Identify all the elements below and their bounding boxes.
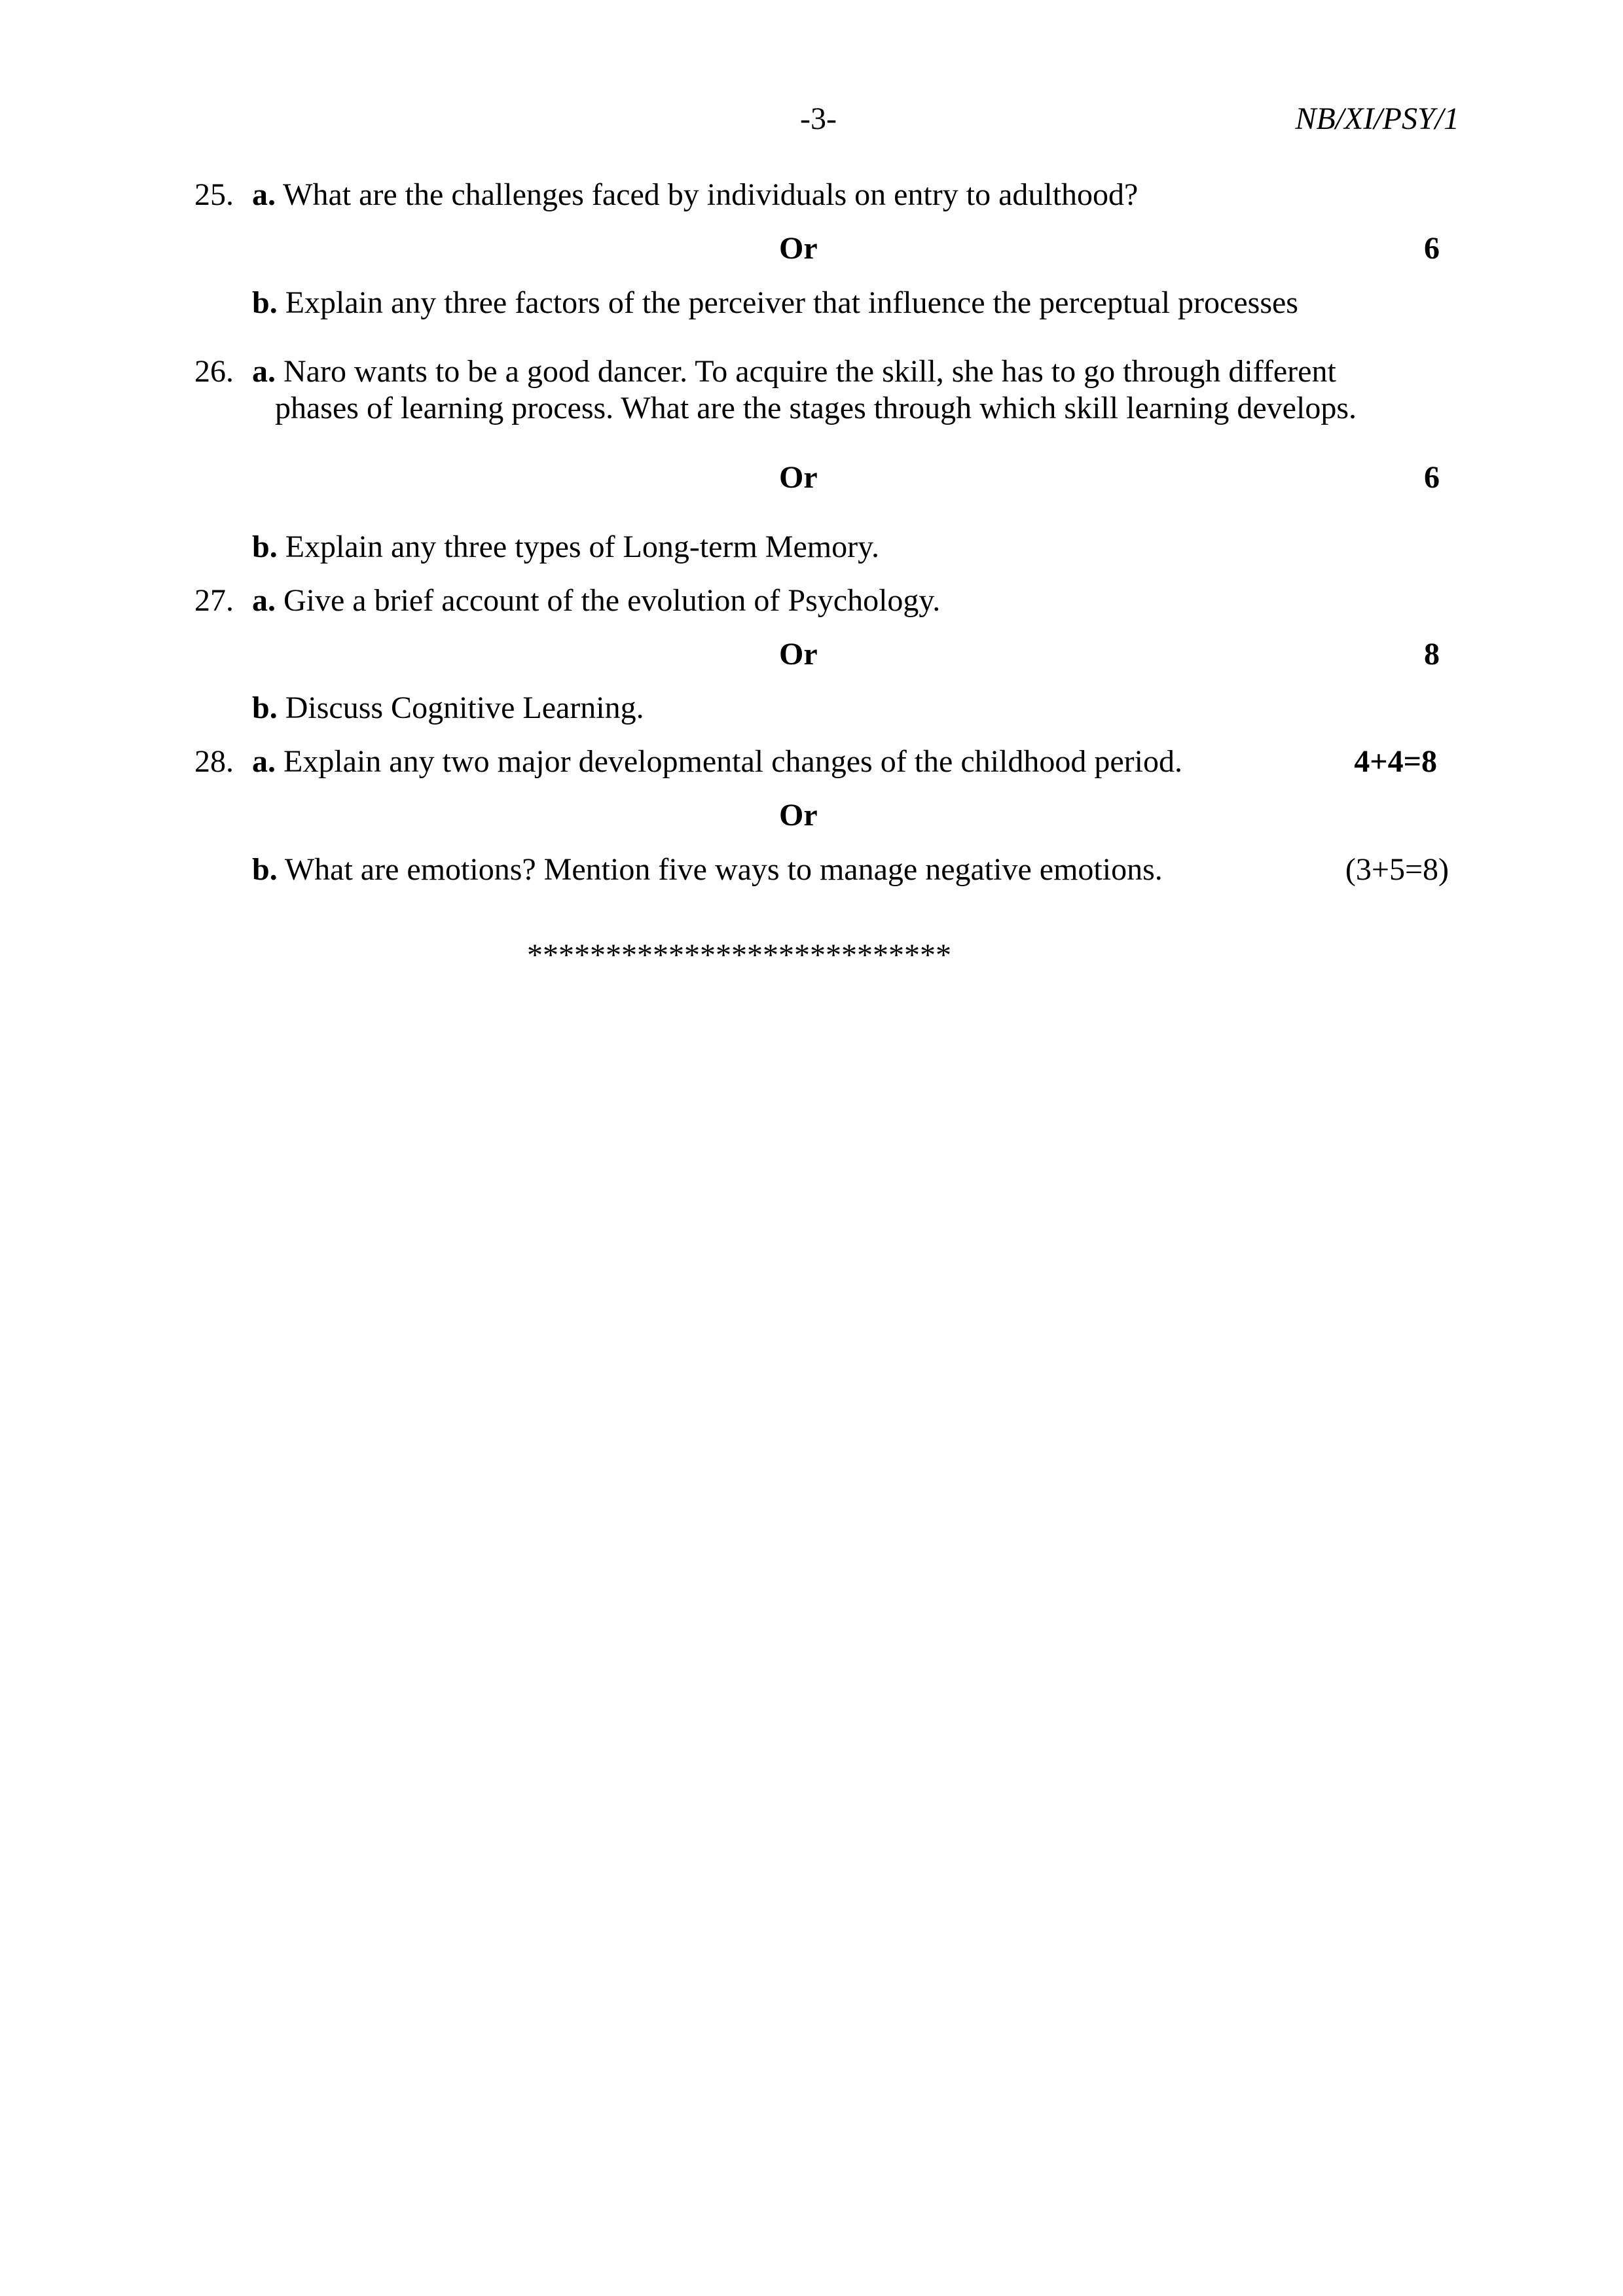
marks: 8 xyxy=(1424,637,1440,672)
option-text: Give a brief account of the evolution of Psychology. xyxy=(283,583,941,618)
option-label: a. xyxy=(252,583,276,618)
option-a xyxy=(252,581,940,620)
option-label: b. xyxy=(252,691,278,725)
question-number: 27. xyxy=(194,583,234,618)
option-a xyxy=(252,175,1138,215)
marks: 6 xyxy=(1424,231,1440,266)
option-b xyxy=(252,689,644,728)
option-label: b. xyxy=(252,285,278,320)
or-separator: Or xyxy=(779,460,818,495)
or-separator: Or xyxy=(779,231,818,266)
option-text-continued: phases of learning process. What are the stages through which skill learning develops. xyxy=(275,391,1357,425)
option-label: a. xyxy=(252,354,276,389)
option-text: Explain any three types of Long-term Memory. xyxy=(285,529,879,564)
question-number: 28. xyxy=(194,744,234,779)
paper-code: NB/XI/PSY/1 xyxy=(1295,101,1459,136)
option-text: What are the challenges faced by individuals on entry to adulthood? xyxy=(283,177,1139,212)
end-of-paper-stars: *************************** xyxy=(527,938,951,973)
option-label: a. xyxy=(252,744,276,779)
option-text: Naro wants to be a good dancer. To acquire the skill, she has to go through different xyxy=(283,354,1336,389)
option-label: a. xyxy=(252,177,276,212)
option-label: b. xyxy=(252,529,278,564)
option-label: b. xyxy=(252,852,278,887)
option-b xyxy=(252,528,879,567)
question-number: 26. xyxy=(194,354,234,389)
option-text: Explain any two major developmental changes of the childhood period. xyxy=(283,744,1182,779)
option-text: Discuss Cognitive Learning. xyxy=(285,691,644,725)
marks: 6 xyxy=(1424,460,1440,495)
option-b xyxy=(252,850,1163,889)
option-a xyxy=(252,352,1336,391)
option-a xyxy=(252,742,1182,781)
question-number: 25. xyxy=(194,177,234,212)
option-text: What are emotions? Mention five ways to manage negative emotions. xyxy=(284,852,1163,887)
option-text: Explain any three factors of the perceiver that influence the perceptual processes xyxy=(285,285,1298,320)
page-number: -3- xyxy=(800,101,837,136)
marks: 4+4=8 xyxy=(1354,744,1437,779)
marks: (3+5=8) xyxy=(1345,852,1449,887)
option-b xyxy=(252,283,1298,323)
or-separator: Or xyxy=(779,798,818,833)
or-separator: Or xyxy=(779,637,818,672)
